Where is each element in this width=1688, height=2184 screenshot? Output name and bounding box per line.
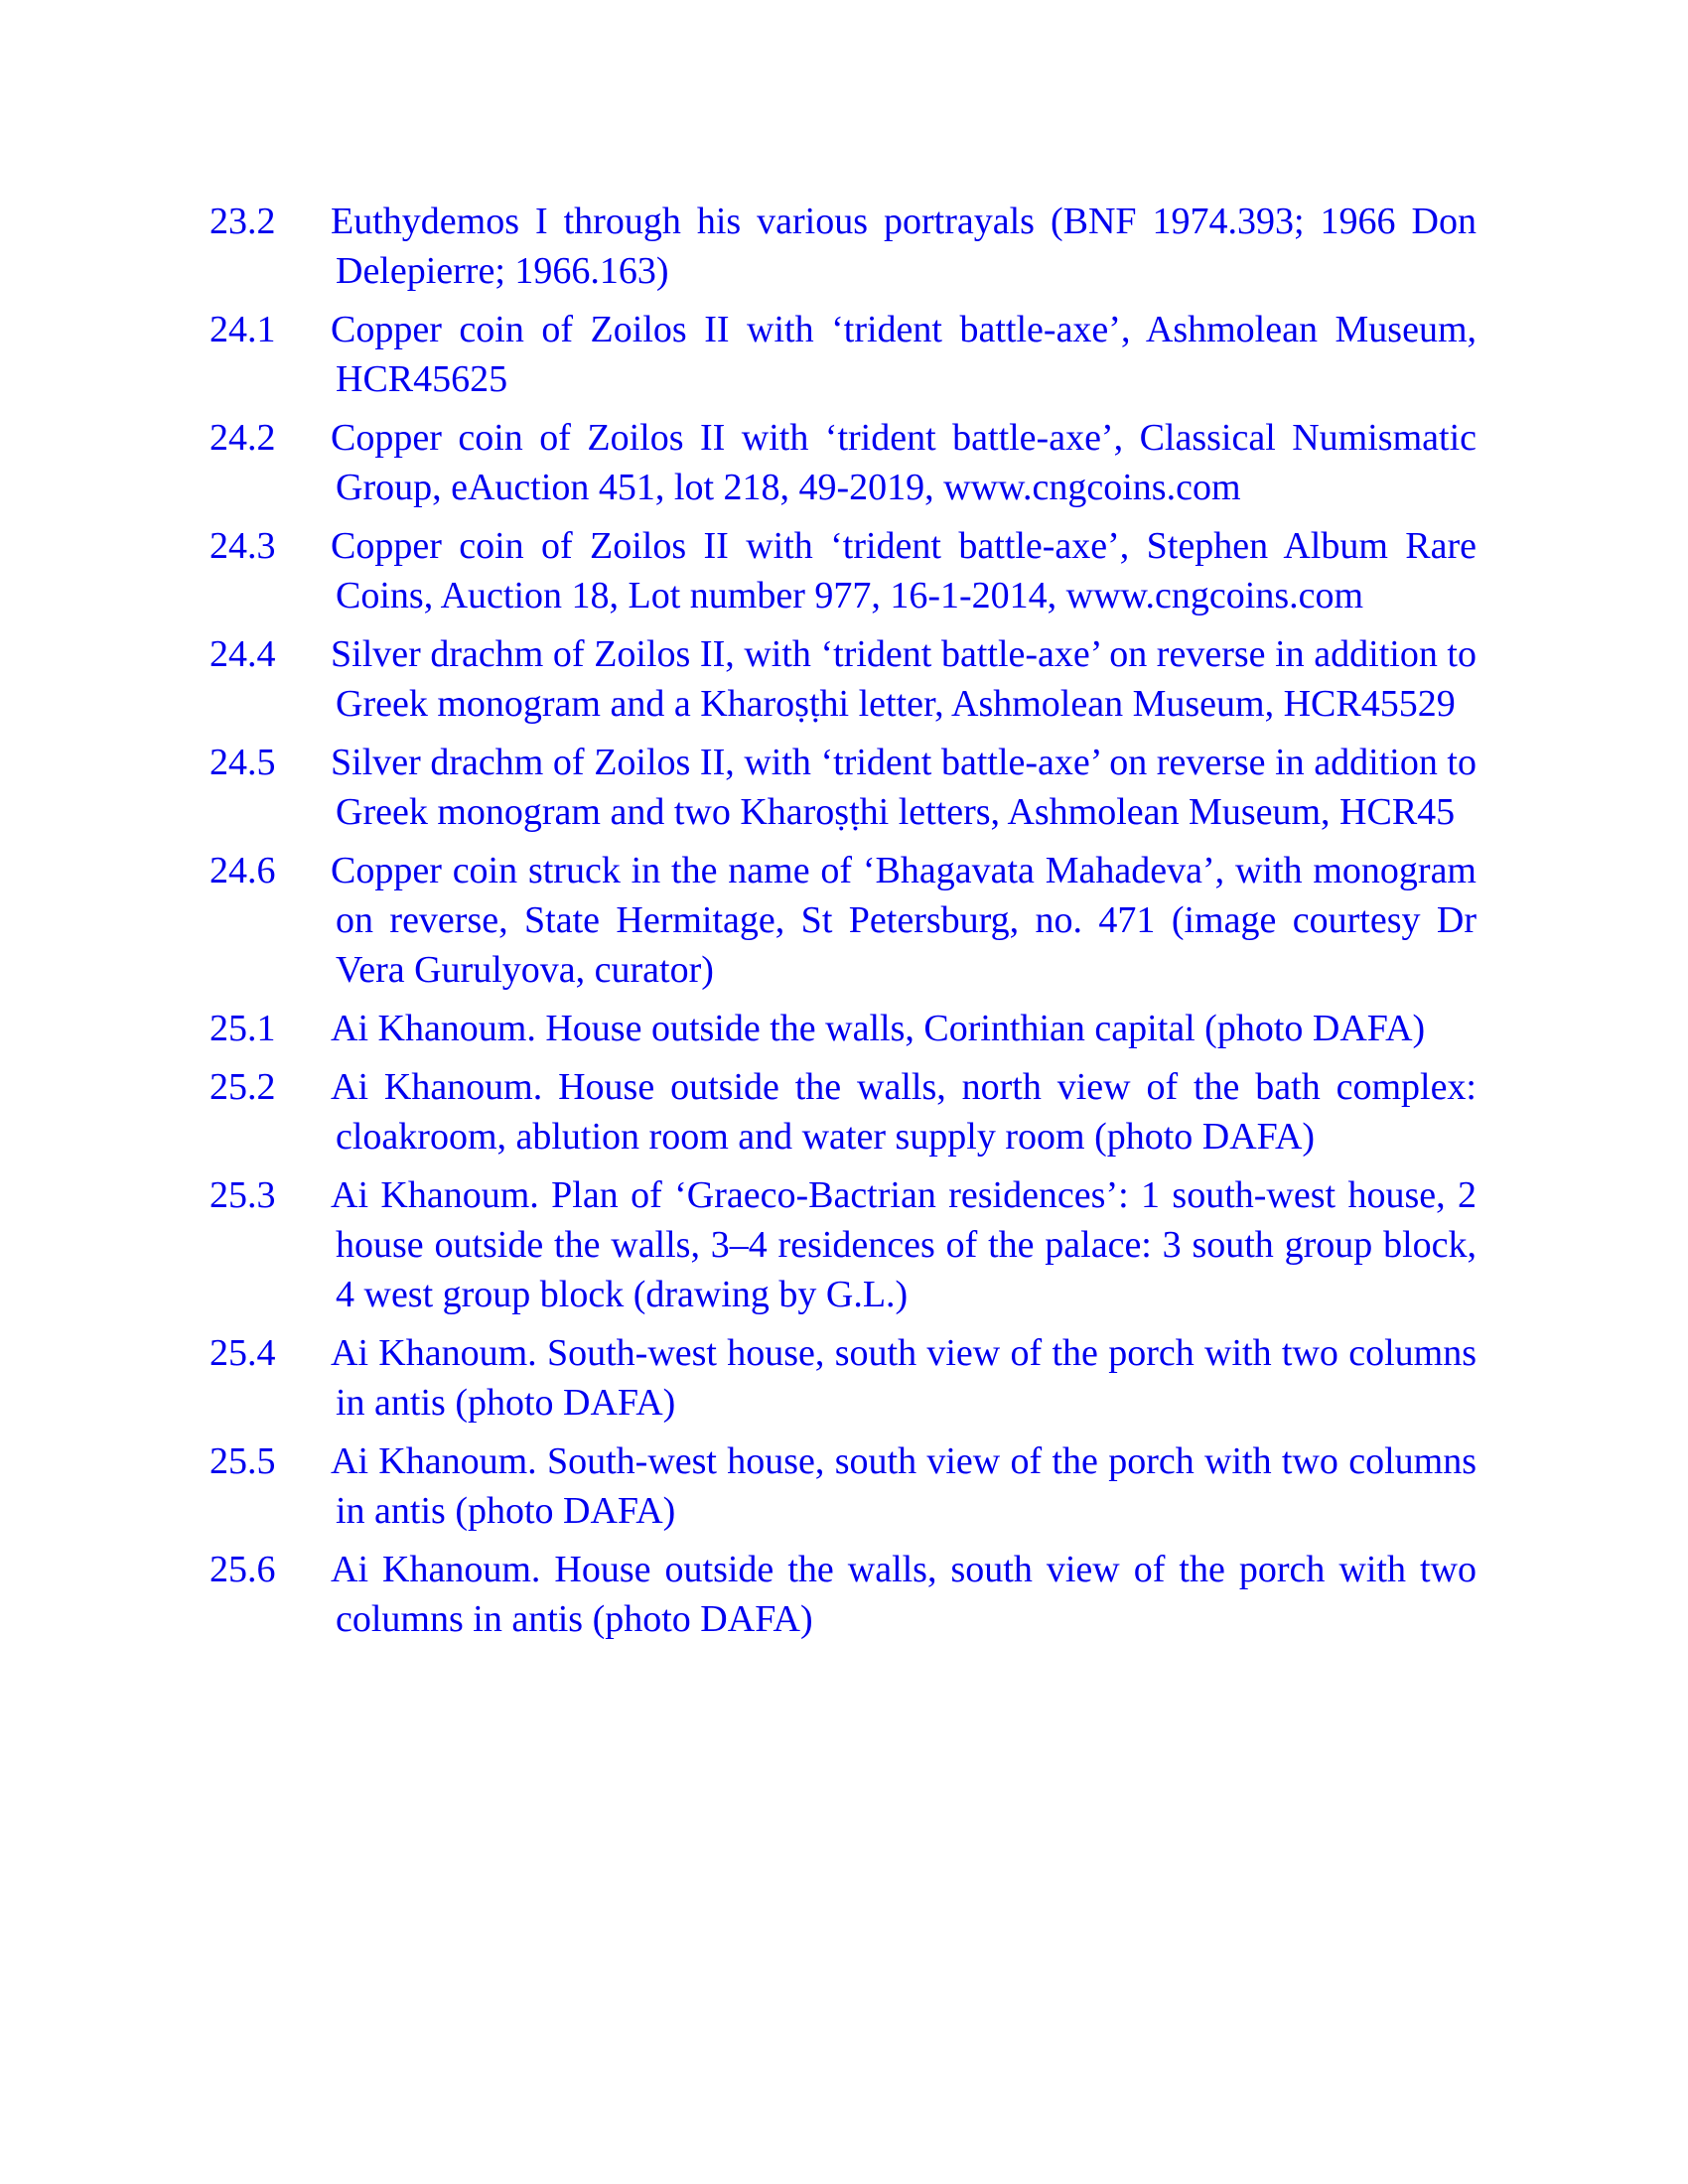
figure-caption: Copper coin of Zoilos II with ‘trident battle-axe’, Stephen Album Rare Coins, Auction 18, Lot number 977, 16-1-2014, www.cngcoins.com <box>331 525 1477 616</box>
figure-number: 25.1 <box>210 1008 276 1049</box>
list-item <box>210 1170 1477 1319</box>
figure-number: 24.5 <box>210 742 276 783</box>
list-item <box>210 197 1477 296</box>
list-item <box>210 413 1477 512</box>
figure-caption: Silver drachm of Zoilos II, with ‘trident battle-axe’ on reverse in addition to Greek monogram and two Kharoṣṭhi letters, Ashmolean Museum, HCR45 <box>331 742 1477 833</box>
figure-number: 24.2 <box>210 417 276 459</box>
figure-list <box>210 197 1477 1653</box>
figure-number: 25.2 <box>210 1066 276 1108</box>
figure-number: 25.4 <box>210 1332 276 1374</box>
list-item <box>210 1436 1477 1536</box>
figure-number: 25.6 <box>210 1549 276 1590</box>
figure-caption: Ai Khanoum. South-west house, south view of the porch with two columns in antis (photo DAFA) <box>331 1440 1477 1532</box>
figure-caption: Copper coin of Zoilos II with ‘trident battle-axe’, Ashmolean Museum, HCR45625 <box>331 309 1477 400</box>
figure-number: 25.5 <box>210 1440 276 1482</box>
figure-caption: Ai Khanoum. House outside the walls, south view of the porch with two columns in antis (photo DAFA) <box>331 1549 1477 1640</box>
list-item <box>210 305 1477 404</box>
list-item <box>210 1328 1477 1428</box>
list-item <box>210 521 1477 620</box>
figure-number: 24.4 <box>210 633 276 675</box>
figure-caption: Ai Khanoum. South-west house, south view of the porch with two columns in antis (photo DAFA) <box>331 1332 1477 1424</box>
figure-number: 24.3 <box>210 525 276 567</box>
list-item <box>210 1062 1477 1161</box>
figure-caption: Copper coin of Zoilos II with ‘trident battle-axe’, Classical Numismatic Group, eAuction 451, lot 218, 49-2019, www.cngcoins.com <box>331 417 1477 508</box>
figure-caption: Euthydemos I through his various portrayals (BNF 1974.393; 1966 Don Delepierre; 1966.163) <box>331 201 1477 292</box>
list-item <box>210 738 1477 837</box>
figure-caption: Ai Khanoum. Plan of ‘Graeco-Bactrian residences’: 1 south-west house, 2 house outside the walls, 3–4 residences of the palace: 3 south group block, 4 west group block (drawing by G.L.) <box>331 1174 1477 1315</box>
figure-number: 24.6 <box>210 850 276 891</box>
list-item <box>210 846 1477 995</box>
list-item <box>210 1004 1477 1053</box>
list-item <box>210 1545 1477 1644</box>
figure-caption: Silver drachm of Zoilos II, with ‘trident battle-axe’ on reverse in addition to Greek monogram and a Kharoṣṭhi letter, Ashmolean Museum, HCR45529 <box>331 633 1477 725</box>
list-item <box>210 629 1477 729</box>
figure-number: 25.3 <box>210 1174 276 1216</box>
figure-number: 24.1 <box>210 309 276 350</box>
figure-caption: Ai Khanoum. House outside the walls, Corinthian capital (photo DAFA) <box>331 1008 1426 1049</box>
figure-number: 23.2 <box>210 201 276 242</box>
figure-caption: Ai Khanoum. House outside the walls, north view of the bath complex: cloakroom, ablution room and water supply room (photo DAFA) <box>331 1066 1477 1158</box>
figure-caption: Copper coin struck in the name of ‘Bhagavata Mahadeva’, with monogram on reverse, State Hermitage, St Petersburg, no. 471 (image courtesy Dr Vera Gurulyova, curator) <box>331 850 1477 991</box>
